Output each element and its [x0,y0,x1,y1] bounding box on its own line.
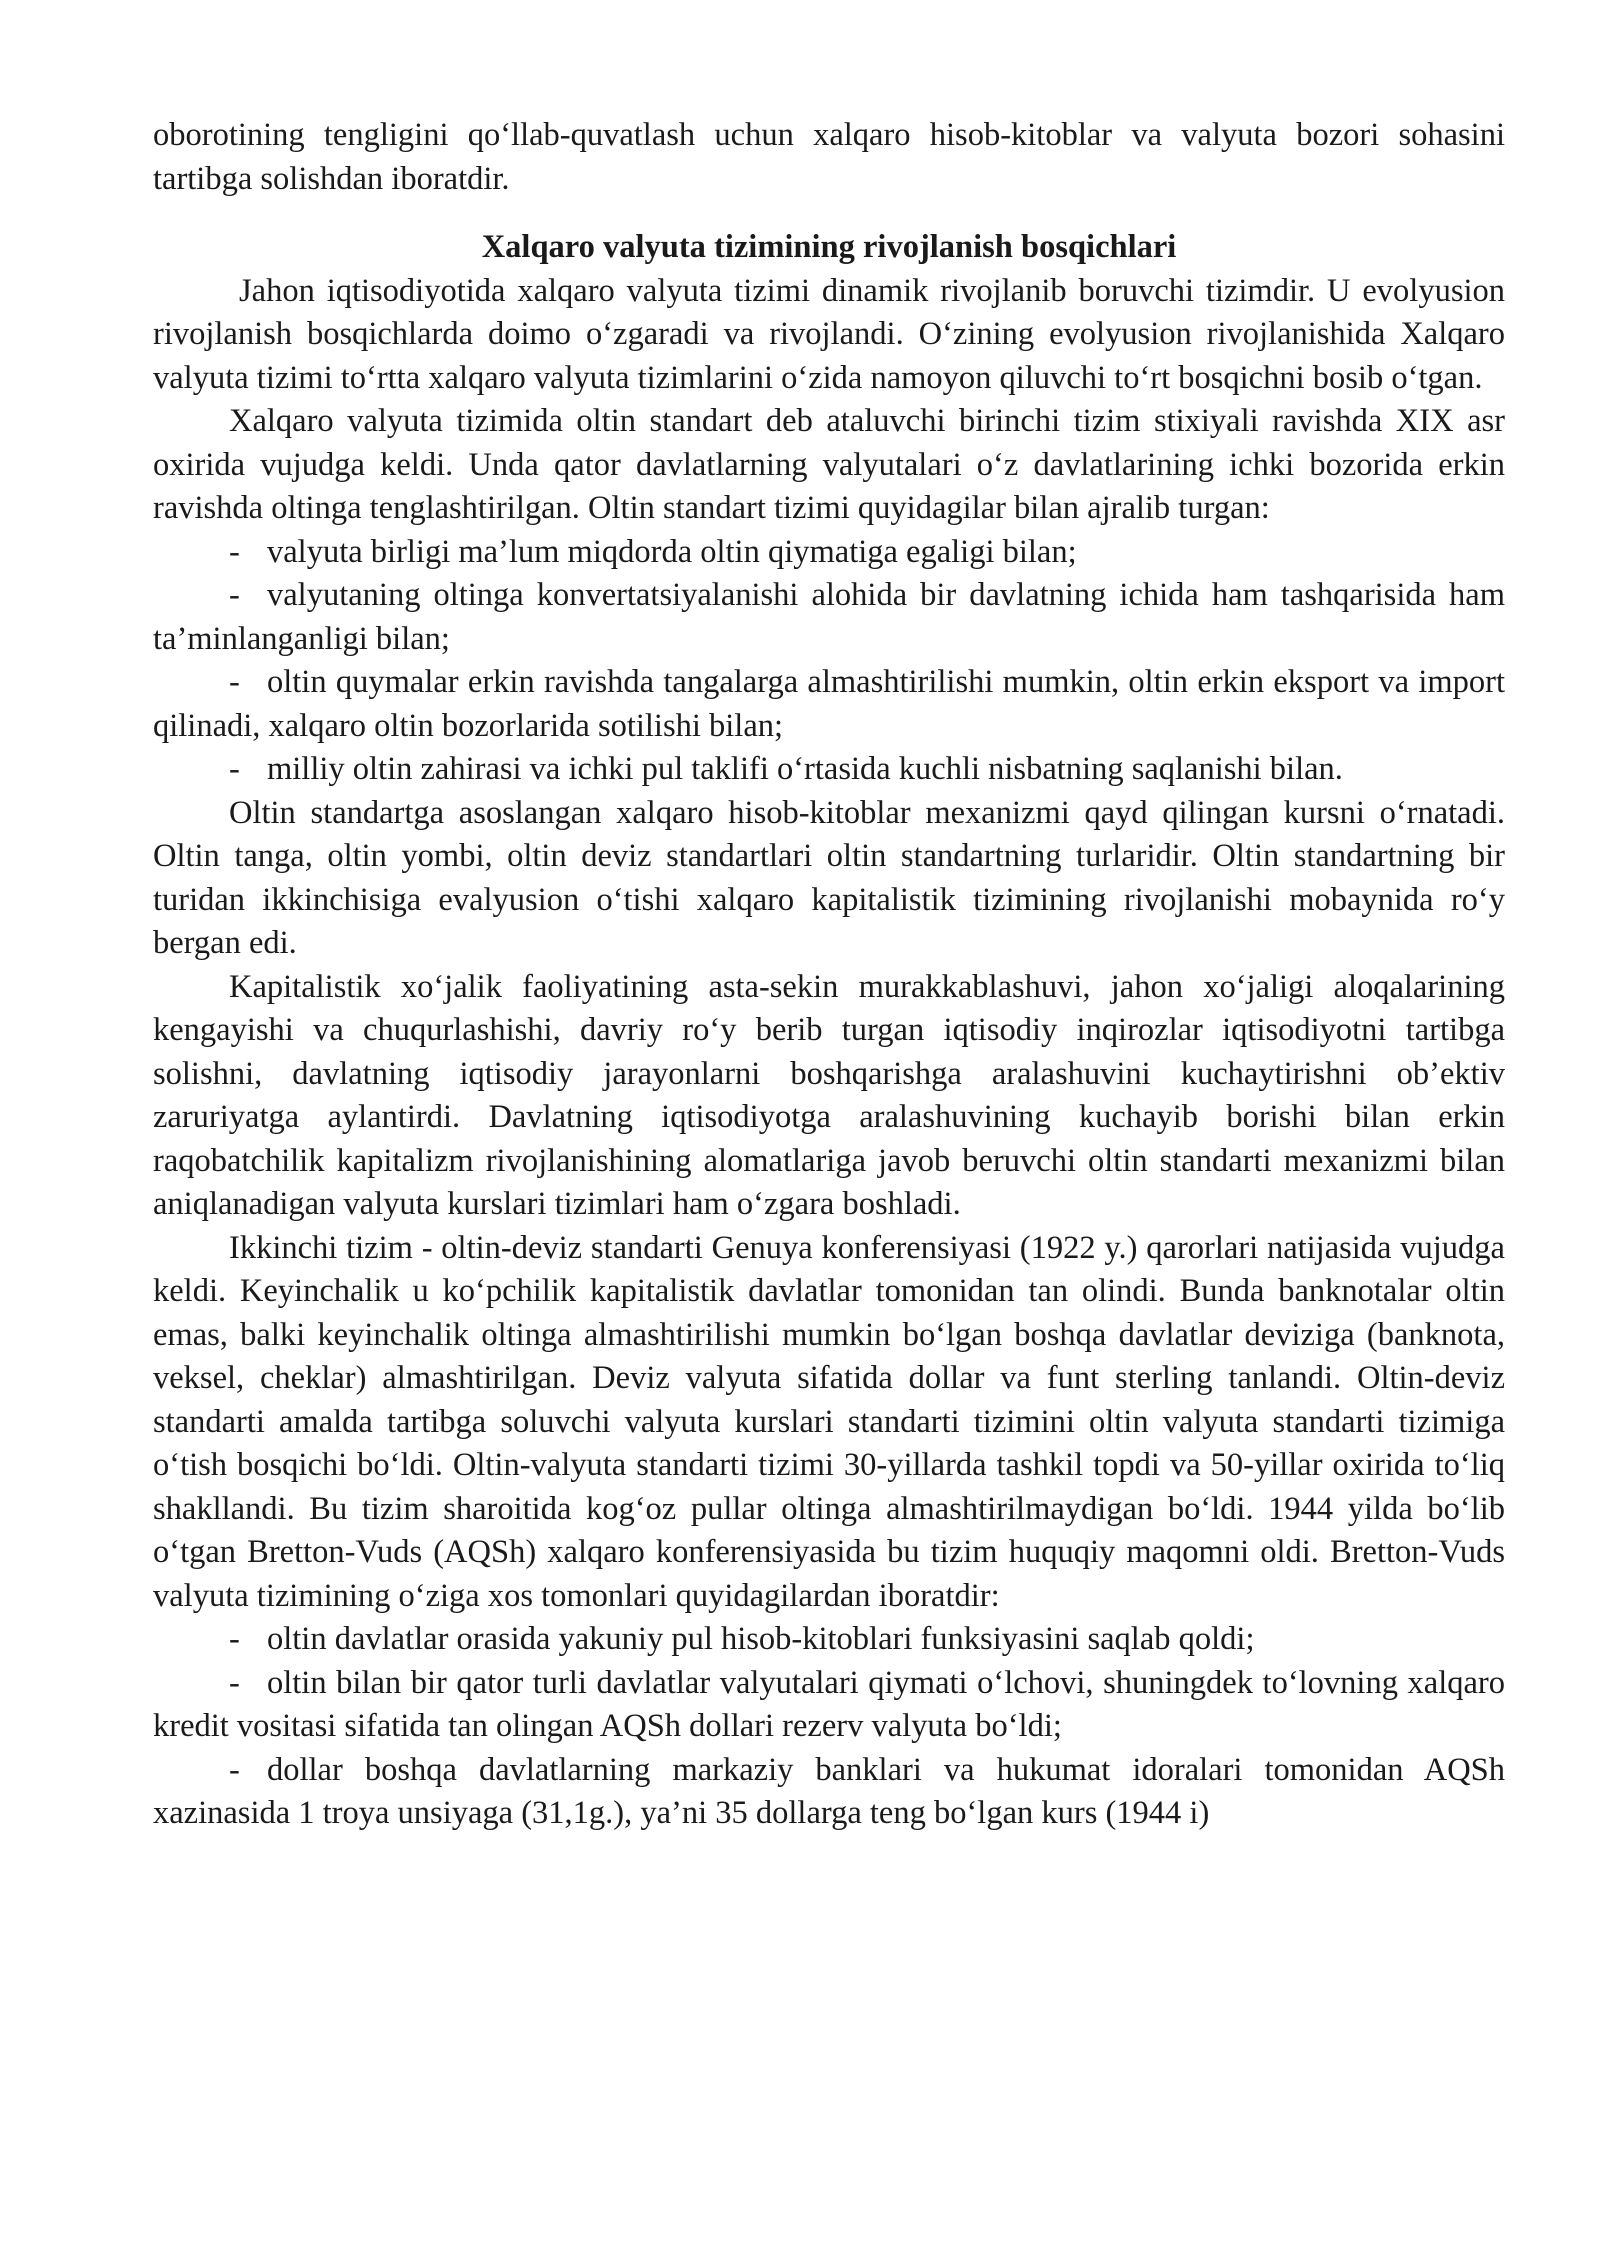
bullet-marker: - [229,664,240,700]
list-item-text: oltin bilan bir qator turli davlatlar valyutalari qiymati o‘lchovi, shuningdek to‘lovning xalqaro kredit vositasi sifatida tan olingan AQSh dollari rezerv valyuta bo‘ldi; [153,1664,1505,1744]
list-item-text: milliy oltin zahirasi va ichki pul taklifi o‘rtasida kuchli nisbatning saqlanishi bilan. [267,751,1343,787]
bullet-marker: - [229,751,240,787]
list-item [153,661,1505,748]
list-item-text: dollar boshqa davlatlarning markaziy banklari va hukumat idoralari tomonidan AQSh xazinasida 1 troya unsiyaga (31,1g.), ya’ni 35 dollarga teng bo‘lgan kurs (1944 i) [153,1751,1505,1831]
section-heading: Xalqaro valyuta tizimining rivojlanish bosqichlari [481,229,1177,265]
list-item-text: oltin quymalar erkin ravishda tangalarga almashtirilishi mumkin, oltin erkin eksport va import qilinadi, xalqaro oltin bozorlarida sotilishi bilan; [153,664,1505,744]
list-item-text: oltin davlatlar orasida yakuniy pul hisob-kitoblari funksiyasini saqlab qoldi; [267,1621,1255,1657]
paragraph: Xalqaro valyuta tizimida oltin standart deb ataluvchi birinchi tizim stixiyali ravishda XIX asr oxirida vujudga keldi. Unda qator davlatlarning valyutalari o‘z davlatlarining ichki bozorida erkin ravishda oltinga tenglashtirilgan. Oltin standart tizimi quyidagilar bilan ajralib turgan: [153,403,1505,526]
list-item [153,748,1505,792]
bullet-marker: - [229,1751,240,1788]
list-item [153,1662,1505,1749]
list-item [153,574,1505,661]
list-item-text: valyuta birligi ma’lum miqdorda oltin qiymatiga egaligi bilan; [267,533,1077,570]
paragraph: Kapitalistik xo‘jalik faoliyatining asta-sekin murakkablashuvi, jahon xo‘jaligi aloqalarining kengayishi va chuqurlashishi, davriy ro‘y berib turgan iqtisodiy inqirozlar iqtisodiyotni tartibga solishni, davlatning iqtisodiy jarayonlarni boshqarishga aralashuvini kuchaytirishni ob’ektiv zaruriyatga aylantirdi. Davlatning iqtisodiyotga aralashuvining kuchayib borishi bilan erkin raqobatchilik kapitalizm rivojlanishining alomatlariga javob beruvchi oltin standarti mexanizmi bilan aniqlanadigan valyuta kurslari tizimlari ham o‘zgara boshladi. [153,968,1505,1222]
bullet-marker: - [229,1621,240,1657]
opening-paragraph: oborotining tengligini qo‘llab-quvatlash uchun xalqaro hisob-kitoblar va valyuta bozori sohasini tartibga solishdan iboratdir. [153,117,1505,197]
bullet-marker: - [229,577,240,613]
list-item [153,1618,1505,1662]
list-item [153,531,1505,575]
bullet-marker: - [229,533,240,570]
paragraph: Jahon iqtisodiyotida xalqaro valyuta tizimi dinamik rivojlanib boruvchi tizimdir. U evolyusion rivojlanish bosqichlarda doimo o‘zgaradi va rivojlandi. O‘zining evolyusion rivojlanishida Xalqaro valyuta tizimi to‘rtta xalqaro valyuta tizimlarini o‘zida namoyon qiluvchi to‘rt bosqichni bosib o‘tgan. [153,272,1505,396]
list-item [153,1749,1505,1836]
paragraph: Oltin standartga asoslangan xalqaro hisob-kitoblar mexanizmi qayd qilingan kursni o‘rnatadi. Oltin tanga, oltin yombi, oltin deviz standartlari oltin standartning turlaridir. Oltin standartning bir turidan ikkinchisiga evalyusion o‘tishi xalqaro kapitalistik tizimining rivojlanishi mobaynida ro‘y bergan edi. [153,794,1505,961]
document-page [153,114,1505,1836]
paragraph: Ikkinchi tizim - oltin-deviz standarti Genuya konferensiyasi (1922 y.) qarorlari natijasida vujudga keldi. Keyinchalik u ko‘pchilik kapitalistik davlatlar tomonidan tan olindi. Bunda banknotalar oltin emas, balki keyinchalik oltinga almashtirilishi mumkin bo‘lgan boshqa davlatlar deviziga (banknota, veksel, cheklar) almashtirilgan. Deviz valyuta sifatida dollar va funt sterling tanlandi. Oltin-deviz standarti amalda tartibga soluvchi valyuta kurslari standarti tizimini oltin valyuta standarti tizimiga o‘tish bosqichi bo‘ldi. Oltin-valyuta standarti tizimi 30-yillarda tashkil topdi va 50-yillar oxirida to‘liq shakllandi. Bu tizim sharoitida kog‘oz pullar oltinga almashtirilmaydigan bo‘ldi. 1944 yilda bo‘lib o‘tgan Bretton-Vuds (AQSh) xalqaro konferensiyasida bu tizim huquqiy maqomni oldi. Bretton-Vuds valyuta tizimining o‘ziga xos tomonlari quyidagilardan iboratdir: [153,1229,1505,1614]
list-item-text: valyutaning oltinga konvertatsiyalanishi alohida bir davlatning ichida ham tashqarisida ham ta’minlanganligi bilan; [153,577,1505,657]
bullet-marker: - [229,1664,240,1701]
